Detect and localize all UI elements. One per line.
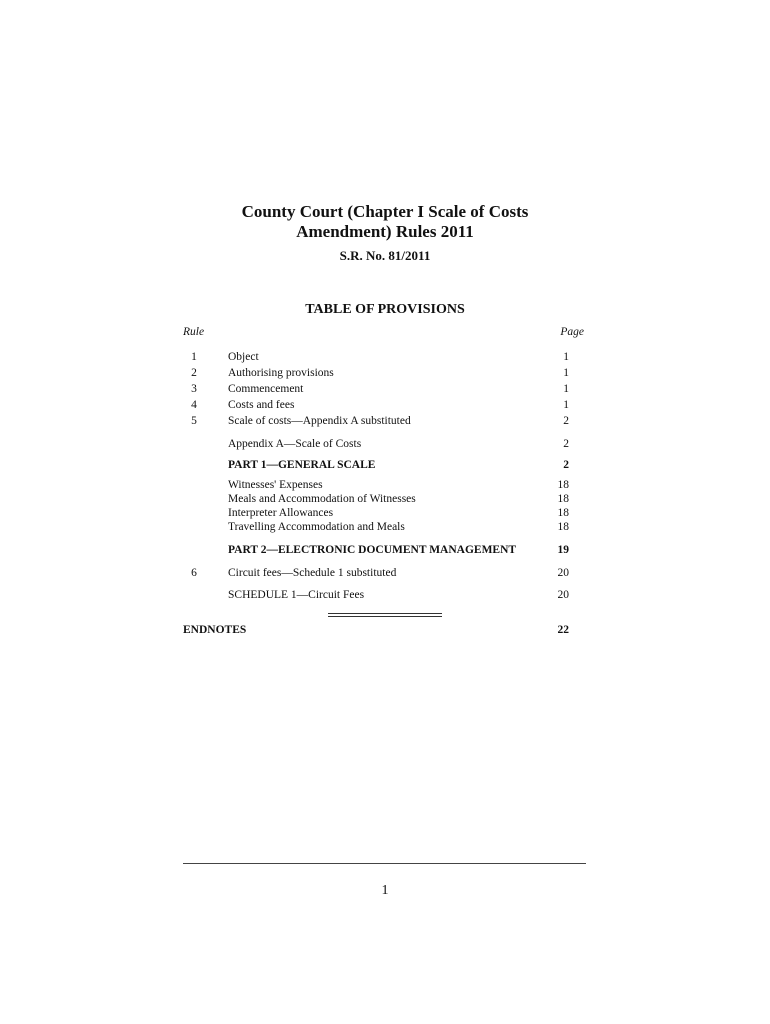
toc-heading: TABLE OF PROVISIONS: [305, 302, 465, 317]
rule-number: 3: [191, 383, 197, 395]
item-title: Meals and Accommodation of Witnesses: [228, 493, 416, 505]
page-number: 1: [381, 883, 389, 898]
rule-title: Circuit fees—Schedule 1 substituted: [228, 567, 397, 579]
page-ref: 18: [557, 479, 569, 491]
schedule-title: SCHEDULE 1—Circuit Fees: [228, 589, 365, 601]
part-title: PART 1—GENERAL SCALE: [228, 459, 376, 471]
rule-number: 4: [191, 399, 197, 411]
title-line-1: County Court (Chapter I Scale of Costs: [241, 202, 529, 221]
item-title: Interpreter Allowances: [228, 507, 334, 519]
appendix-title: Appendix A—Scale of Costs: [228, 438, 362, 450]
rule-title: Costs and fees: [228, 399, 295, 411]
page-ref: 1: [563, 351, 569, 363]
rule-number: 1: [191, 351, 197, 363]
column-header-rule: Rule: [183, 326, 205, 338]
rule-number: 6: [191, 567, 197, 579]
page-ref: 22: [557, 624, 569, 636]
page-ref: 18: [557, 521, 569, 533]
sr-number: S.R. No. 81/2011: [339, 248, 431, 263]
page-ref: 2: [563, 415, 569, 427]
page-ref: 1: [563, 399, 569, 411]
page-ref: 2: [563, 459, 569, 471]
page-ref: 18: [557, 493, 569, 505]
item-title: Witnesses' Expenses: [228, 479, 323, 491]
divider-double-rule-top: [328, 613, 442, 614]
rule-title: Commencement: [228, 383, 304, 395]
rule-title: Authorising provisions: [228, 367, 334, 379]
title-line-2: Amendment) Rules 2011: [296, 222, 474, 241]
item-title: Travelling Accommodation and Meals: [228, 521, 405, 533]
rule-number: 2: [191, 367, 197, 379]
page-ref: 20: [557, 589, 569, 601]
column-header-page: Page: [560, 326, 584, 338]
endnotes-title: ENDNOTES: [183, 624, 247, 636]
part-title: PART 2—ELECTRONIC DOCUMENT MANAGEMENT: [228, 544, 517, 556]
footer-rule: [183, 863, 586, 864]
page-ref: 1: [563, 367, 569, 379]
rule-number: 5: [191, 415, 197, 427]
rule-title: Object: [228, 351, 259, 363]
divider-double-rule-bottom: [328, 616, 442, 617]
page-ref: 18: [557, 507, 569, 519]
page-ref: 19: [557, 544, 569, 556]
page-ref: 2: [563, 438, 569, 450]
page-ref: 20: [557, 567, 569, 579]
rule-title: Scale of costs—Appendix A substituted: [228, 415, 411, 427]
page-ref: 1: [563, 383, 569, 395]
